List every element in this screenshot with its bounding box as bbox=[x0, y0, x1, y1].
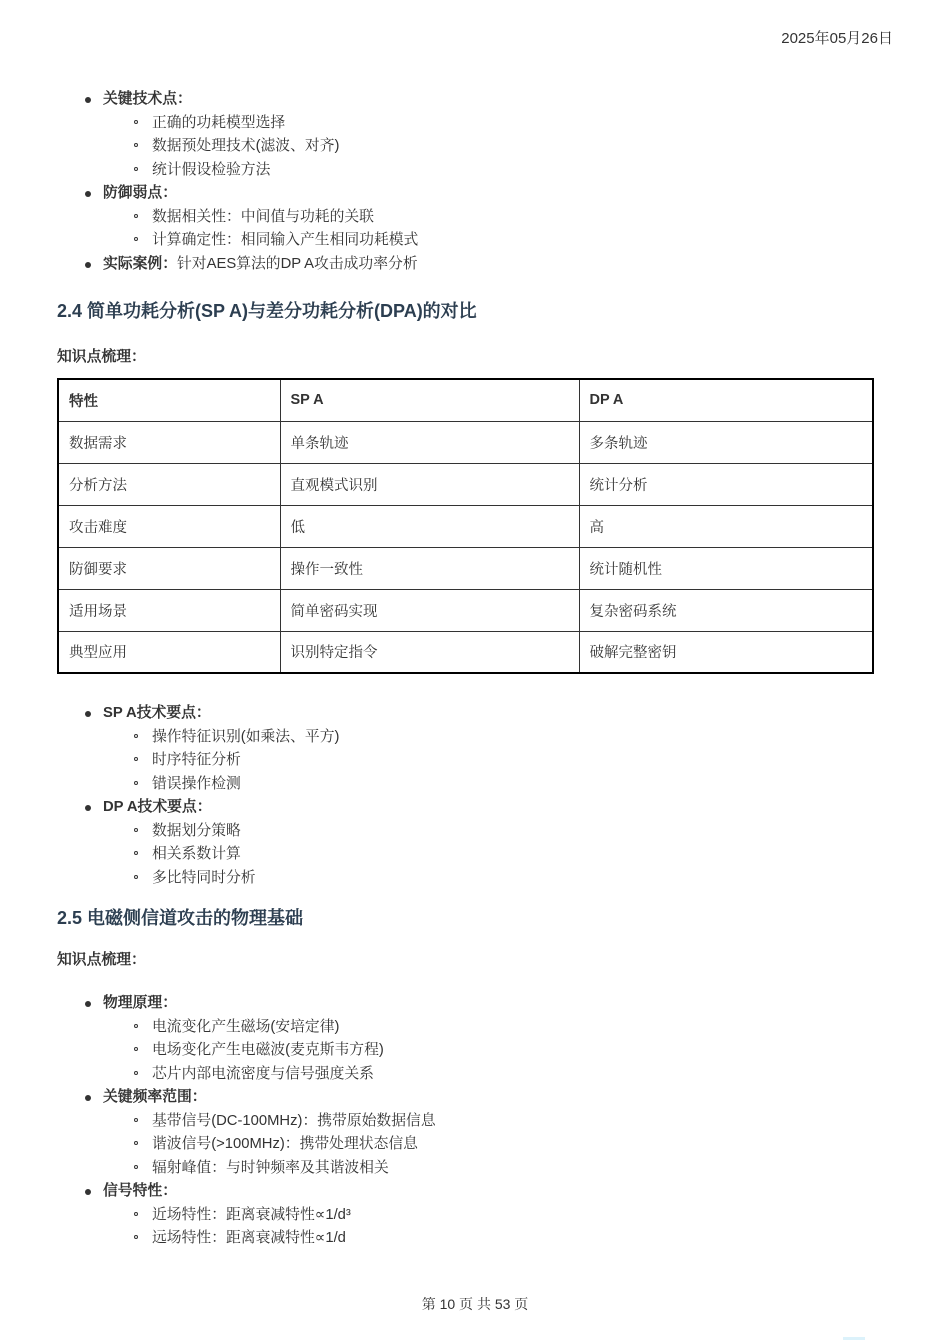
table-cell: 统计分析 bbox=[579, 463, 873, 505]
circle-bullet-icon bbox=[134, 237, 138, 241]
list-subitem bbox=[57, 159, 873, 183]
bullet-icon bbox=[85, 1095, 91, 1101]
bullet-list-em-physics bbox=[57, 992, 873, 1251]
list-subitem-text: 辐射峰值：与时钟频率及其谐波相关 bbox=[152, 1159, 389, 1176]
circle-bullet-icon bbox=[134, 120, 138, 124]
list-item bbox=[57, 1180, 873, 1204]
list-subitem bbox=[57, 135, 873, 159]
list-item bbox=[57, 253, 873, 277]
section-heading-2-4: 2.4 简单功耗分析(SP A)与差分功耗分析(DPA)的对比 bbox=[57, 301, 477, 321]
list-subitem-text: 谐波信号(>100MHz)：携带处理状态信息 bbox=[152, 1136, 418, 1152]
list-subitem bbox=[57, 820, 873, 844]
list-subitem-text: 时序特征分析 bbox=[152, 752, 241, 768]
table-cell: 防御要求 bbox=[58, 547, 280, 589]
list-subitem-text: 多比特同时分析 bbox=[152, 869, 256, 886]
list-subitem bbox=[57, 206, 873, 230]
bullet-icon bbox=[85, 1001, 91, 1007]
table-cell: 单条轨迹 bbox=[280, 421, 579, 463]
list-subitem bbox=[57, 1039, 873, 1063]
table-header-cell: SP A bbox=[280, 379, 579, 421]
circle-bullet-icon bbox=[134, 828, 138, 832]
table-cell: 攻击难度 bbox=[58, 505, 280, 547]
table-row bbox=[58, 547, 873, 589]
circle-bullet-icon bbox=[134, 1165, 138, 1169]
table-cell: 统计随机性 bbox=[579, 547, 873, 589]
table-cell: 多条轨迹 bbox=[579, 421, 873, 463]
list-item-label: 实际案例： bbox=[103, 255, 177, 272]
table-cell: 典型应用 bbox=[58, 631, 280, 673]
bullet-icon bbox=[85, 191, 91, 197]
circle-bullet-icon bbox=[134, 1071, 138, 1075]
list-subitem bbox=[57, 749, 873, 773]
list-subitem bbox=[57, 867, 873, 891]
circle-bullet-icon bbox=[134, 143, 138, 147]
table-row bbox=[58, 631, 873, 673]
list-item-label: 信号特性： bbox=[103, 1183, 177, 1199]
bullet-list-spa-dpa-points bbox=[57, 702, 873, 890]
circle-bullet-icon bbox=[134, 875, 138, 879]
circle-bullet-icon bbox=[134, 781, 138, 785]
table-cell: 直观模式识别 bbox=[280, 463, 579, 505]
table-cell: 数据需求 bbox=[58, 421, 280, 463]
list-item-label: DP A技术要点： bbox=[103, 799, 212, 815]
circle-bullet-icon bbox=[134, 1118, 138, 1122]
list-subitem bbox=[57, 1204, 873, 1228]
knowledge-note-label: 知识点梳理： bbox=[57, 349, 146, 365]
list-item bbox=[57, 88, 873, 112]
circle-bullet-icon bbox=[134, 734, 138, 738]
list-subitem-text: 相关系数计算 bbox=[152, 846, 241, 862]
page-number: 第 10 页 共 53 页 bbox=[421, 1296, 529, 1312]
table-row bbox=[58, 589, 873, 631]
list-subitem-text: 数据预处理技术(滤波、对齐) bbox=[152, 138, 340, 154]
list-subitem bbox=[57, 229, 873, 253]
bullet-icon bbox=[85, 1189, 91, 1195]
list-item-label: 物理原理： bbox=[103, 995, 177, 1011]
bullet-icon bbox=[85, 711, 91, 717]
table-cell: 高 bbox=[579, 505, 873, 547]
circle-bullet-icon bbox=[134, 1141, 138, 1145]
list-item bbox=[57, 182, 873, 206]
bullet-icon bbox=[85, 805, 91, 811]
table-cell: 破解完整密钥 bbox=[579, 631, 873, 673]
circle-bullet-icon bbox=[134, 757, 138, 761]
list-item-label: 关键频率范围： bbox=[103, 1089, 207, 1105]
table-cell: 分析方法 bbox=[58, 463, 280, 505]
list-subitem-text: 芯片内部电流密度与信号强度关系 bbox=[152, 1065, 374, 1082]
table-header-cell: DP A bbox=[579, 379, 873, 421]
table-header-cell: 特性 bbox=[58, 379, 280, 421]
circle-bullet-icon bbox=[134, 851, 138, 855]
table-cell: 操作一致性 bbox=[280, 547, 579, 589]
list-item bbox=[57, 1086, 873, 1110]
list-subitem bbox=[57, 843, 873, 867]
list-item-text: 针对AES算法的DP A攻击成功率分析 bbox=[177, 255, 418, 272]
table-header-row bbox=[58, 379, 873, 421]
list-subitem bbox=[57, 1133, 873, 1157]
bullet-icon bbox=[85, 97, 91, 103]
list-subitem bbox=[57, 1110, 873, 1134]
table-cell: 识别特定指令 bbox=[280, 631, 579, 673]
list-item bbox=[57, 796, 873, 820]
list-subitem bbox=[57, 773, 873, 797]
list-subitem bbox=[57, 726, 873, 750]
spa-dpa-comparison-table bbox=[57, 378, 874, 674]
circle-bullet-icon bbox=[134, 1047, 138, 1051]
list-subitem-text: 近场特性：距离衰减特性∝1/d³ bbox=[152, 1206, 351, 1223]
list-item-label: SP A技术要点： bbox=[103, 705, 211, 721]
list-subitem bbox=[57, 112, 873, 136]
circle-bullet-icon bbox=[134, 1235, 138, 1239]
bullet-icon bbox=[85, 262, 91, 268]
list-subitem-text: 数据划分策略 bbox=[152, 822, 241, 839]
list-subitem-text: 正确的功耗模型选择 bbox=[152, 114, 286, 131]
list-subitem bbox=[57, 1016, 873, 1040]
list-subitem-text: 远场特性：距离衰减特性∝1/d bbox=[152, 1230, 346, 1246]
section-heading-2-5: 2.5 电磁侧信道攻击的物理基础 bbox=[57, 908, 304, 928]
table-cell: 低 bbox=[280, 505, 579, 547]
table-row bbox=[58, 505, 873, 547]
list-item-label: 防御弱点： bbox=[103, 185, 177, 201]
circle-bullet-icon bbox=[134, 1024, 138, 1028]
table-row bbox=[58, 463, 873, 505]
list-subitem-text: 统计假设检验方法 bbox=[152, 161, 271, 178]
knowledge-note-label: 知识点梳理： bbox=[57, 952, 146, 968]
document-date: 2025年05月26日 bbox=[781, 30, 893, 47]
list-subitem-text: 数据相关性：中间值与功耗的关联 bbox=[152, 208, 374, 225]
bullet-list-key-points bbox=[57, 88, 873, 276]
table-cell: 简单密码实现 bbox=[280, 589, 579, 631]
list-subitem bbox=[57, 1063, 873, 1087]
table-cell: 复杂密码系统 bbox=[579, 589, 873, 631]
list-subitem-text: 电场变化产生电磁波(麦克斯韦方程) bbox=[152, 1042, 384, 1058]
table-row bbox=[58, 421, 873, 463]
list-item-label: 关键技术点： bbox=[103, 91, 192, 107]
circle-bullet-icon bbox=[134, 167, 138, 171]
circle-bullet-icon bbox=[134, 1212, 138, 1216]
list-subitem bbox=[57, 1157, 873, 1181]
list-subitem-text: 计算确定性：相同输入产生相同功耗模式 bbox=[152, 232, 419, 248]
list-item bbox=[57, 702, 873, 726]
list-subitem-text: 基带信号(DC-100MHz)：携带原始数据信息 bbox=[152, 1112, 436, 1129]
list-subitem-text: 错误操作检测 bbox=[152, 775, 241, 792]
page-content bbox=[57, 88, 873, 1251]
list-subitem bbox=[57, 1227, 873, 1251]
list-subitem-text: 操作特征识别(如乘法、平方) bbox=[152, 728, 340, 745]
circle-bullet-icon bbox=[134, 214, 138, 218]
list-subitem-text: 电流变化产生磁场(安培定律) bbox=[152, 1018, 340, 1035]
list-item bbox=[57, 992, 873, 1016]
table-cell: 适用场景 bbox=[58, 589, 280, 631]
